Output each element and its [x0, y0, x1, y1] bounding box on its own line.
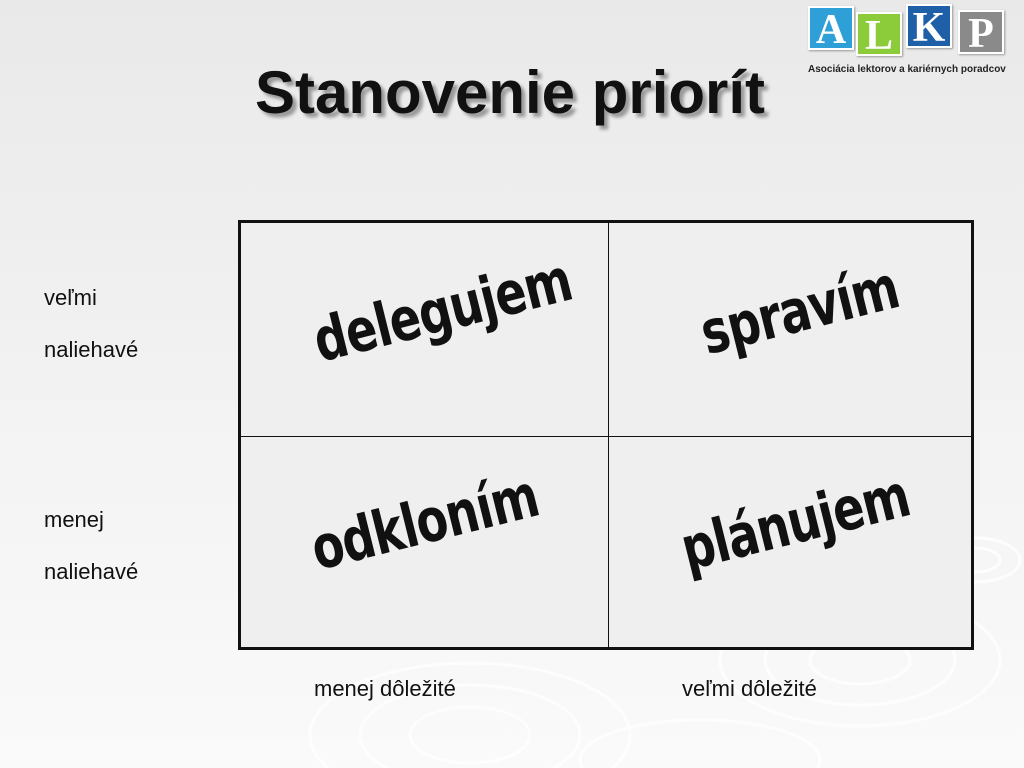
column-label-less-important: menej dôležité	[314, 676, 456, 701]
row-label-less-urgent	[44, 494, 138, 598]
logo-letter-k: K	[906, 4, 952, 48]
cell-bottom-left	[241, 437, 607, 649]
row-label-line1: menej	[44, 507, 104, 532]
logo-letter-l: L	[856, 12, 902, 56]
logo-letter-p: P	[958, 10, 1004, 54]
column-label-very-important: veľmi dôležité	[682, 676, 817, 701]
cell-text-planujem: plánujem	[673, 459, 917, 585]
logo-subtitle: Asociácia lektorov a kariérnych poradcov	[808, 64, 1006, 75]
cell-bottom-right	[609, 437, 975, 649]
row-label-line1: veľmi	[44, 285, 97, 310]
row-label-line2: naliehavé	[44, 559, 139, 584]
cell-top-left	[241, 223, 607, 435]
row-label-line2: naliehavé	[44, 337, 139, 362]
row-label-very-urgent	[44, 272, 138, 376]
logo-letter-a: A	[808, 6, 854, 50]
priority-matrix	[238, 220, 974, 650]
slide-title: Stanovenie priorít	[254, 59, 766, 126]
cell-top-right	[609, 223, 975, 435]
cell-text-odklonim: odkloním	[303, 460, 546, 584]
cell-text-spravim: spravím	[693, 251, 906, 369]
cell-text-delegujem: delegujem	[306, 244, 579, 376]
